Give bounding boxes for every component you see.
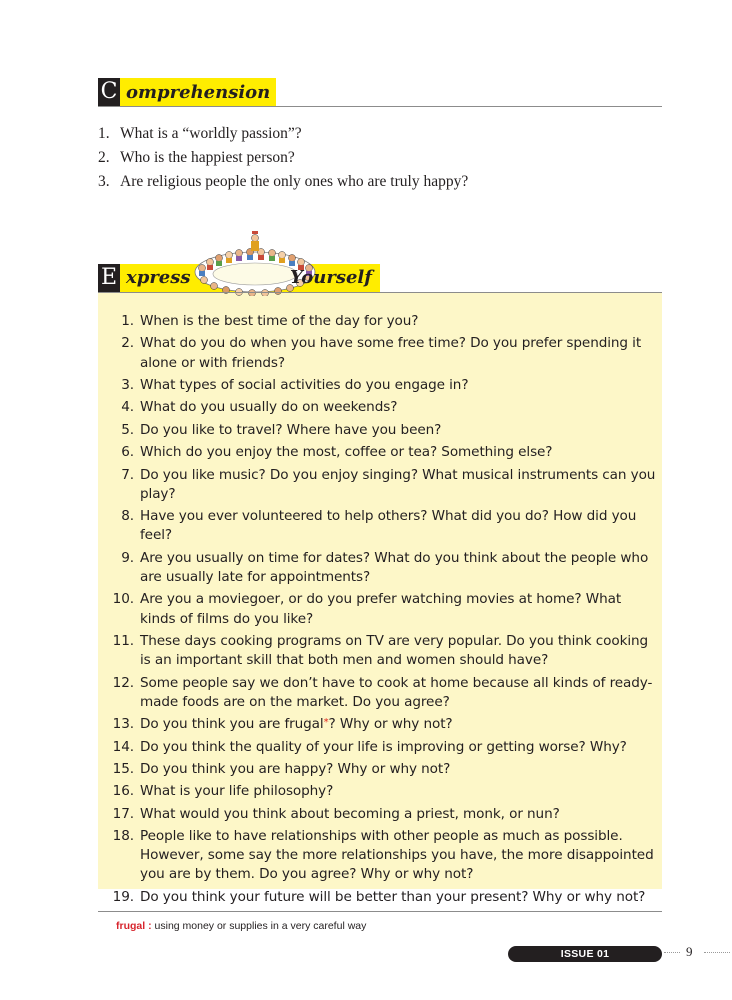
question-text: People like to have relationships with other people as much as possible. However, some say the more relationships you have, the more disappointed you are by them. Do you agree? Why or why not?	[140, 828, 654, 883]
express-question	[106, 421, 658, 440]
question-number: 8.	[121, 508, 134, 525]
question-text: Are you a moviegoer, or do you prefer watching movies at home? What kinds of films do you like?	[140, 591, 622, 627]
footnote-marker: *	[323, 717, 329, 729]
question-text: Which do you enjoy the most, coffee or tea? Something else?	[140, 444, 553, 461]
page-number: 9	[686, 944, 693, 959]
express-title-word2: Yourself	[289, 267, 372, 288]
express-question	[106, 466, 658, 504]
question-number: 4.	[121, 399, 134, 416]
comprehension-question	[98, 122, 468, 146]
express-question	[106, 632, 658, 670]
express-question	[106, 549, 658, 587]
question-text-frugal	[140, 715, 658, 734]
footnote	[116, 920, 366, 932]
question-text: Do you think you are frugal	[140, 716, 324, 733]
express-question	[106, 334, 658, 372]
question-text: What types of social activities do you engage in?	[140, 376, 469, 393]
express-question	[106, 590, 658, 628]
question-text: Have you ever volunteered to help others? What did you do? How did you feel?	[140, 508, 637, 544]
express-question	[106, 738, 658, 757]
question-number: 3.	[98, 173, 110, 190]
question-number: 3.	[121, 376, 134, 393]
question-text-tail: ? Why or why not?	[328, 716, 453, 733]
express-cap-letter: E	[98, 264, 120, 292]
question-text: Who is the happiest person?	[120, 149, 295, 166]
comprehension-question-list	[98, 122, 468, 194]
question-number: 1.	[98, 125, 110, 142]
question-text: When is the best time of the day for you?	[140, 313, 419, 329]
footnote-term: frugal :	[116, 920, 152, 932]
question-text: Are religious people the only ones who are truly happy?	[120, 173, 469, 190]
question-text: What is a “worldly passion”?	[120, 125, 302, 142]
express-question	[106, 507, 658, 545]
question-text: These days cooking programs on TV are very popular. Do you think cooking is an important skill that both men and women should have?	[140, 632, 649, 669]
question-text: What do you usually do on weekends?	[140, 399, 398, 416]
question-number: 16.	[112, 783, 134, 800]
question-number: 12.	[112, 674, 134, 691]
express-divider	[98, 292, 662, 293]
question-number: 2.	[121, 335, 134, 352]
footnote-definition: using money or supplies in a very careful way	[154, 920, 367, 932]
dotted-leader	[664, 952, 680, 955]
express-question	[106, 827, 658, 885]
comprehension-heading	[98, 78, 276, 106]
express-question	[106, 312, 658, 331]
express-question	[106, 715, 658, 734]
question-number: 1.	[121, 313, 134, 329]
question-text: Do you like music? Do you enjoy singing? What musical instruments can you play?	[140, 466, 656, 502]
question-number: 15.	[112, 760, 134, 777]
question-number: 19.	[112, 888, 134, 905]
express-question	[106, 760, 658, 779]
express-question	[106, 443, 658, 462]
question-text: Do you think the quality of your life is improving or getting worse? Why?	[140, 738, 627, 755]
question-number: 7.	[121, 466, 134, 483]
question-number: 14.	[112, 738, 134, 755]
express-title-word1: xpress	[126, 267, 191, 288]
express-question-list	[106, 312, 658, 910]
question-text: Do you think your future will be better than your present? Why or why not?	[140, 888, 646, 905]
question-text: Are you usually on time for dates? What do you think about the people who are usually late for appointments?	[140, 549, 649, 585]
express-yourself-heading	[98, 264, 380, 292]
question-text: What is your life philosophy?	[140, 783, 334, 800]
question-text: Some people say we don’t have to cook at home because all kinds of ready-made foods are on the market. Do you agree?	[140, 674, 653, 710]
question-number: 6.	[121, 444, 134, 461]
express-question	[106, 674, 658, 712]
question-number: 5.	[121, 421, 134, 438]
express-question	[106, 398, 658, 417]
footnote-divider	[98, 911, 662, 912]
comprehension-cap-letter: C	[98, 78, 120, 106]
comprehension-title: omprehension	[120, 78, 276, 106]
question-text: What would you think about becoming a priest, monk, or nun?	[140, 805, 560, 822]
question-number: 11.	[112, 632, 134, 649]
comprehension-question	[98, 170, 468, 194]
express-question	[106, 888, 658, 907]
question-number: 18.	[112, 828, 134, 845]
question-text: Do you like to travel? Where have you been?	[140, 421, 442, 438]
express-title	[120, 264, 380, 292]
comprehension-divider	[98, 106, 662, 107]
question-number: 10.	[112, 591, 134, 608]
express-question	[106, 805, 658, 824]
question-number: 9.	[121, 549, 134, 566]
express-question	[106, 782, 658, 801]
question-number: 17.	[112, 805, 134, 822]
dotted-leader	[704, 952, 730, 955]
question-number: 2.	[98, 149, 110, 166]
question-text: What do you do when you have some free time? Do you prefer spending it alone or with friends?	[140, 335, 642, 371]
question-text: Do you think you are happy? Why or why not?	[140, 760, 451, 777]
question-number: 13.	[112, 716, 134, 733]
express-question	[106, 376, 658, 395]
issue-badge: ISSUE 01	[508, 946, 662, 962]
comprehension-question	[98, 146, 468, 170]
